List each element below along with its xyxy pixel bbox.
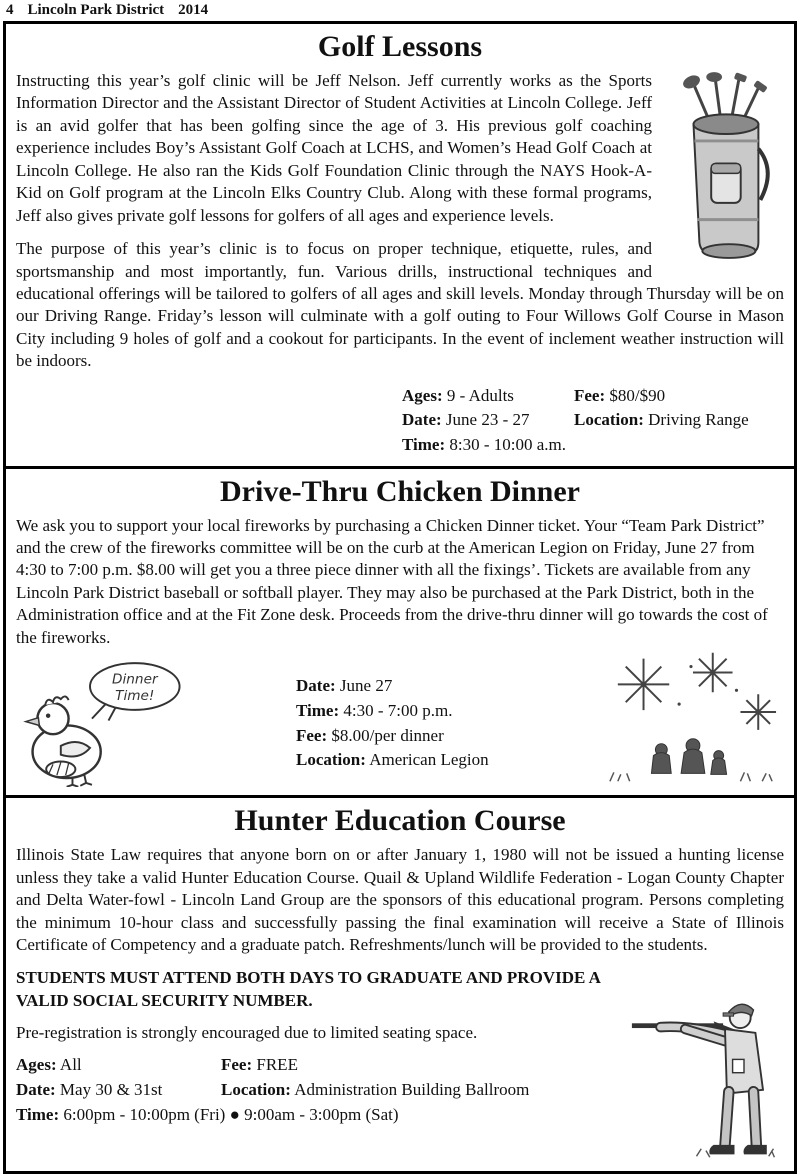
date-label: Date:	[16, 1079, 56, 1099]
chicken-location	[296, 748, 489, 773]
chicken-time	[296, 699, 489, 724]
speech-bubble-line1: Dinner	[112, 671, 158, 688]
fee-label: Fee:	[221, 1055, 253, 1075]
location-label: Location:	[221, 1079, 291, 1099]
fee-label: Fee:	[574, 385, 606, 405]
ages-label: Ages:	[16, 1055, 57, 1075]
golf-details	[402, 384, 770, 458]
hunter-fee	[221, 1053, 576, 1078]
page-header	[0, 0, 800, 21]
date-value: June 27	[339, 676, 393, 696]
golf-date	[402, 408, 574, 433]
section-golf-lessons	[3, 21, 797, 469]
chicken-date	[296, 674, 489, 699]
hunter-details	[16, 1053, 576, 1127]
golf-fee	[574, 384, 770, 409]
ages-value: 9 - Adults	[446, 385, 514, 405]
chicken-details	[296, 674, 489, 773]
section-chicken-dinner	[3, 466, 797, 799]
time-value: 6:00pm - 10:00pm (Fri) ● 9:00am - 3:00pm (Sat)	[63, 1104, 399, 1124]
location-label: Location:	[296, 750, 366, 770]
time-label: Time:	[296, 700, 340, 720]
golf-paragraph-1: Instructing this year’s golf clinic will be Jeff Nelson. Jeff currently works as the Sports Information Director and the Assistant Director of Student Activities at Lincoln College. Jeff is an avid golfer that has been golfing since the age of 3. His previous golf coaching experience includes Boy’s Assistant Golf Coach at LCHS, and Women’s Head Golf Coach at Lincoln College. He also ran the Kids Golf Foundation Clinic through the NAYS Hook-A-Kid on Golf program at the Lincoln Elks Country Club. Along with these formal programs, Jeff also gives private golf lessons for golfers of all ages and experience levels.	[16, 71, 652, 225]
fireworks-illustration	[602, 646, 780, 786]
date-label: Date:	[402, 410, 442, 430]
location-label: Location:	[574, 410, 644, 430]
time-value: 4:30 - 7:00 p.m.	[343, 700, 453, 720]
ages-label: Ages:	[402, 385, 443, 405]
hunter-title: Hunter Education Course	[234, 804, 566, 838]
location-value: Driving Range	[648, 410, 749, 430]
time-label: Time:	[402, 434, 446, 454]
chicken-paragraph-1: We ask you to support your local fireworks by purchasing a Chicken Dinner ticket. Your “Team Park District” and the crew of the fireworks committee will be on the curb at the American Legion on Friday, June 27 from 4:30 to 7:00 p.m. $8.00 will get you a three piece dinner with all the fixings’. Tickets are available from any Lincoln Park District baseball or softball player. They may also be purchased at the Park District, both in the Administration office and at the Fit Zone desk. Proceeds from the drive-thru dinner will go towards the cost of the fireworks.	[16, 515, 768, 647]
section-hunter-education	[3, 795, 797, 1174]
hunter-warning: STUDENTS MUST ATTEND BOTH DAYS TO GRADUATE AND PROVIDE A VALID SOCIAL SECURITY NUMBER.	[16, 968, 600, 1011]
location-value: Administration Building Ballroom	[294, 1079, 530, 1099]
year: 2014	[178, 2, 209, 18]
fee-label: Fee:	[296, 725, 328, 745]
fee-value: FREE	[256, 1055, 298, 1075]
district-name: Lincoln Park District	[27, 2, 165, 18]
hunter-location	[221, 1078, 576, 1103]
chicken-bottom-row	[16, 660, 784, 787]
golf-paragraph-2: The purpose of this year’s clinic is to focus on proper technique, etiquette, rules, and sportsmanship and most importantly, fun. Various drills, instructional techniques and educational offerings will be tailored to golfers of all ages and skill levels. Monday through Thursday will be on our Driving Range. Friday’s lesson will culminate with a golf outing to Four Willows Golf Course in Mason City including 9 holes of golf and a cookout for participants. In the event of inclement weather instruction will be indoors.	[16, 239, 784, 371]
ages-value: All	[59, 1055, 82, 1075]
time-value: 8:30 - 10:00 a.m.	[449, 434, 567, 454]
hunter-paragraph-1: Illinois State Law requires that anyone born on or after January 1, 1980 will not be issued a hunting license unless they take a valid Hunter Education Course. Quail & Upland Wildlife Federation - Logan County Chapter and Delta Water-fowl - Lincoln Land Group are the sponsors of this educational program. Persons completing the minimum 10-hour class and successfully passing the final examination will receive a State of Illinois Certificate of Competency and a graduate patch. Refreshments/lunch will be provided to the students.	[16, 845, 784, 954]
fee-value: $80/$90	[609, 385, 666, 405]
golf-title: Golf Lessons	[317, 30, 483, 63]
golf-ages	[402, 384, 574, 409]
hunter-preregistration-note: Pre-registration is strongly encouraged due to limited seating space.	[16, 1023, 478, 1043]
hunter-ages	[16, 1053, 221, 1078]
chicken-fee	[296, 724, 489, 749]
chicken-illustration	[16, 660, 201, 787]
golf-bag-illustration	[664, 70, 782, 262]
location-value: American Legion	[369, 750, 489, 770]
time-label: Time:	[16, 1104, 60, 1124]
fee-value: $8.00/per dinner	[331, 725, 444, 745]
speech-bubble-line2: Time!	[115, 688, 155, 705]
golf-time	[402, 433, 574, 458]
page-number: 4	[6, 2, 14, 18]
hunter-shooter-illustration	[630, 971, 782, 1163]
golf-location	[574, 408, 770, 433]
hunter-date	[16, 1078, 221, 1103]
chicken-title: Drive-Thru Chicken Dinner	[220, 474, 580, 508]
date-value: June 23 - 27	[445, 410, 530, 430]
hunter-time	[16, 1103, 576, 1128]
date-value: May 30 & 31st	[59, 1079, 163, 1099]
date-label: Date:	[296, 676, 336, 696]
